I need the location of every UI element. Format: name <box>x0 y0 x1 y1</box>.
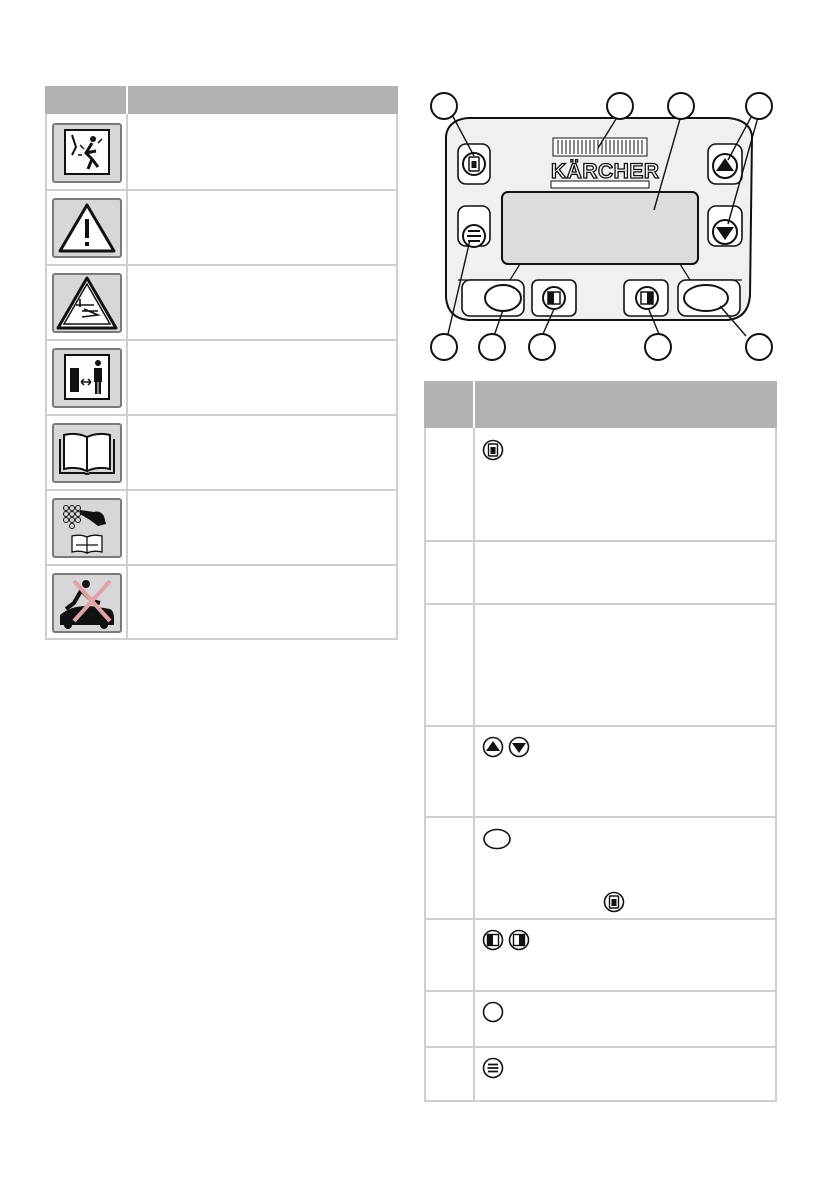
pin-code-manual-icon <box>52 498 122 558</box>
left-function-key-icon <box>482 929 504 951</box>
symbols-table-header <box>45 86 398 114</box>
oval-button-icon <box>482 828 512 850</box>
callout-1 <box>430 92 458 120</box>
crushing-hazard-icon <box>52 273 122 333</box>
callout-8 <box>644 333 672 361</box>
electric-shock-warning-icon <box>52 123 122 183</box>
callout-6 <box>478 333 506 361</box>
callout-2 <box>606 92 634 120</box>
callout-3 <box>667 92 695 120</box>
arrow-down-button-icon <box>508 736 530 758</box>
right-function-key-icon <box>508 929 530 951</box>
legend-table-header <box>424 381 777 428</box>
general-warning-icon <box>52 198 122 258</box>
callout-7 <box>528 333 556 361</box>
arrow-up-button-icon <box>482 736 504 758</box>
read-manual-icon <box>52 423 122 483</box>
callout-4 <box>745 92 773 120</box>
keep-distance-icon <box>52 348 122 408</box>
no-passengers-icon <box>52 573 122 633</box>
round-button-icon <box>482 1001 504 1023</box>
battery-key-icon <box>603 891 625 913</box>
battery-key-icon <box>482 439 504 461</box>
callout-5 <box>430 333 458 361</box>
callout-9 <box>745 333 773 361</box>
brand-logo: KÄRCHER <box>551 160 660 183</box>
menu-button-icon <box>482 1057 504 1079</box>
